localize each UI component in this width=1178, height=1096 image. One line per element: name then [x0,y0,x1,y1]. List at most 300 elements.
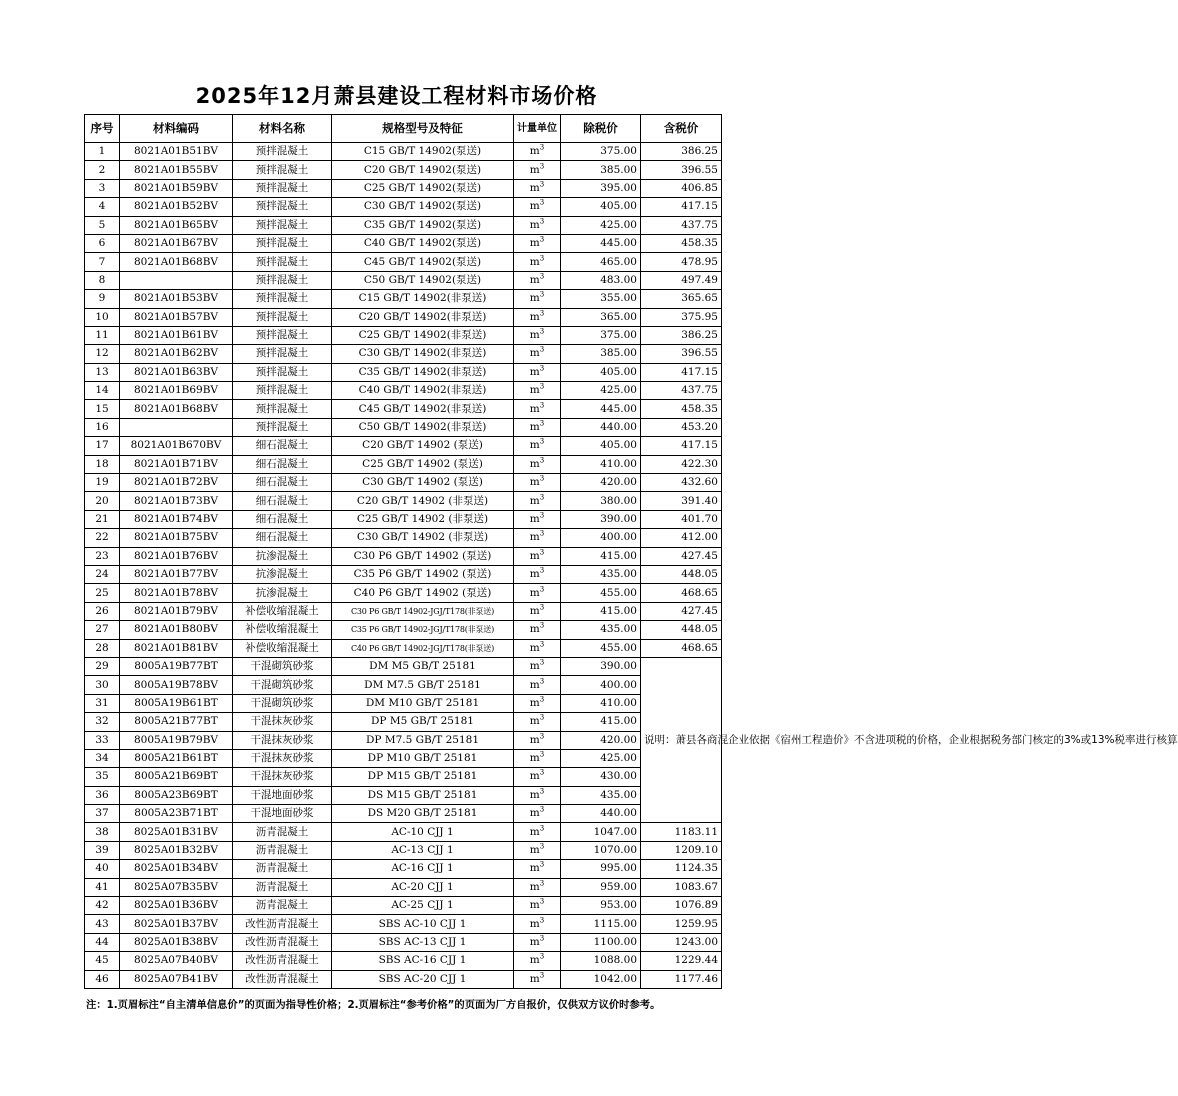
cell-name: 预拌混凝土 [233,216,332,234]
cell-code: 8021A01B53BV [120,290,233,308]
cell-name: 预拌混凝土 [233,198,332,216]
cell-seq: 22 [85,529,120,547]
cell-seq: 18 [85,455,120,473]
unit-base: m [529,604,540,617]
cell-price-inc-tax: 422.30 [641,455,722,473]
table-row [85,474,722,492]
cell-spec: C20 GB/T 14902(泵送) [332,161,514,179]
cell-name: 改性沥青混凝土 [233,952,332,970]
unit-base: m [529,880,540,893]
unit-base: m [529,715,540,728]
cell-unit [514,437,561,455]
table-row [85,179,722,197]
cell-spec: C25 GB/T 14902 (非泵送) [332,510,514,528]
unit-exponent: 3 [539,713,545,722]
cell-price-ex-tax: 400.00 [561,676,641,694]
cell-name: 沥青混凝土 [233,841,332,859]
cell-seq: 25 [85,584,120,602]
cell-unit [514,952,561,970]
cell-spec: DP M5 GB/T 25181 [332,713,514,731]
cell-name: 沥青混凝土 [233,823,332,841]
unit-base: m [529,935,540,948]
unit-exponent: 3 [539,382,545,391]
unit-exponent: 3 [539,254,545,263]
cell-code: 8005A19B78BV [120,676,233,694]
cell-price-ex-tax: 425.00 [561,216,641,234]
unit-exponent: 3 [539,860,545,869]
unit-base: m [529,549,540,562]
unit-exponent: 3 [539,787,545,796]
cell-price-ex-tax: 415.00 [561,547,641,565]
unit-exponent: 3 [539,732,545,741]
table-row [85,602,722,620]
cell-spec: SBS AC-13 CJJ 1 [332,933,514,951]
table-row [85,271,722,289]
cell-seq: 34 [85,749,120,767]
table-row [85,565,722,583]
cell-price-inc-tax: 1243.00 [641,933,722,951]
unit-exponent: 3 [539,529,545,538]
cell-code: 8021A01B78BV [120,584,233,602]
cell-spec: DM M10 GB/T 25181 [332,694,514,712]
mortar-tax-note: 说明：萧县各商混企业依据《宿州工程造价》不含进项税的价格，企业根据税务部门核定的3%或13%税率进行核算 [641,657,722,823]
cell-price-ex-tax: 405.00 [561,363,641,381]
unit-exponent: 3 [539,217,545,226]
cell-name: 预拌混凝土 [233,290,332,308]
cell-spec: C35 P6 GB/T 14902-JGJ/T178(非泵送) [332,621,514,639]
cell-spec: C40 GB/T 14902(非泵送) [332,382,514,400]
unit-base: m [529,696,540,709]
header-code: 材料编码 [120,115,233,143]
unit-base: m [529,513,540,525]
unit-base: m [529,200,540,213]
cell-spec: SBS AC-16 CJJ 1 [332,952,514,970]
cell-seq: 39 [85,841,120,859]
cell-unit [514,970,561,988]
unit-base: m [529,329,540,342]
unit-base: m [529,145,540,158]
cell-price-ex-tax: 455.00 [561,639,641,657]
unit-base: m [529,752,540,765]
unit-base: m [529,218,540,231]
cell-price-inc-tax: 417.15 [641,363,722,381]
table-row [85,713,722,731]
cell-price-inc-tax: 478.95 [641,253,722,271]
unit-exponent: 3 [539,677,545,686]
cell-price-inc-tax: 432.60 [641,474,722,492]
cell-code: 8025A07B40BV [120,952,233,970]
cell-price-inc-tax: 453.20 [641,418,722,436]
cell-code: 8021A01B73BV [120,492,233,510]
cell-spec: DS M20 GB/T 25181 [332,805,514,823]
cell-name: 预拌混凝土 [233,143,332,161]
cell-unit [514,694,561,712]
cell-code: 8021A01B670BV [120,437,233,455]
cell-seq: 41 [85,878,120,896]
table-row [85,897,722,915]
cell-code: 8005A21B69BT [120,768,233,786]
unit-base: m [529,954,540,967]
cell-price-inc-tax: 1259.95 [641,915,722,933]
table-row [85,915,722,933]
unit-base: m [529,402,540,415]
cell-spec: AC-25 CJJ 1 [332,897,514,915]
table-row [85,584,722,602]
header-unit: 计量单位 [514,115,561,143]
cell-code: 8021A01B77BV [120,565,233,583]
cell-price-ex-tax: 465.00 [561,253,641,271]
cell-seq: 35 [85,768,120,786]
cell-seq: 19 [85,474,120,492]
unit-base: m [529,365,540,378]
table-row [85,400,722,418]
cell-unit [514,474,561,492]
unit-exponent: 3 [539,585,545,594]
cell-price-ex-tax: 1070.00 [561,841,641,859]
cell-spec: C45 GB/T 14902(非泵送) [332,400,514,418]
cell-price-inc-tax: 468.65 [641,584,722,602]
cell-spec: C30 P6 GB/T 14902-JGJ/T178(非泵送) [332,602,514,620]
cell-name: 干混抹灰砂浆 [233,713,332,731]
cell-price-ex-tax: 995.00 [561,860,641,878]
cell-seq: 21 [85,510,120,528]
cell-code: 8021A01B57BV [120,308,233,326]
cell-unit [514,933,561,951]
unit-exponent: 3 [539,768,545,777]
cell-name: 补偿收缩混凝土 [233,639,332,657]
cell-price-inc-tax: 448.05 [641,621,722,639]
cell-price-inc-tax: 497.49 [641,271,722,289]
cell-spec: C35 GB/T 14902(非泵送) [332,363,514,381]
cell-seq: 29 [85,657,120,675]
cell-code: 8025A01B38BV [120,933,233,951]
cell-price-inc-tax: 458.35 [641,400,722,418]
header-name: 材料名称 [233,115,332,143]
cell-seq: 8 [85,271,120,289]
cell-unit [514,455,561,473]
table-header-row [85,115,722,143]
cell-spec: C30 GB/T 14902 (泵送) [332,474,514,492]
cell-name: 预拌混凝土 [233,308,332,326]
table-row [85,823,722,841]
unit-exponent: 3 [539,695,545,704]
cell-price-ex-tax: 395.00 [561,179,641,197]
cell-price-ex-tax: 375.00 [561,326,641,344]
cell-code: 8021A01B65BV [120,216,233,234]
cell-code: 8025A01B34BV [120,860,233,878]
cell-price-ex-tax: 1047.00 [561,823,641,841]
header-spec: 规格型号及特征 [332,115,514,143]
cell-price-ex-tax: 440.00 [561,805,641,823]
unit-base: m [529,163,540,176]
cell-code: 8005A23B71BT [120,805,233,823]
cell-name: 预拌混凝土 [233,271,332,289]
cell-code [120,271,233,289]
cell-name: 沥青混凝土 [233,878,332,896]
cell-price-ex-tax: 405.00 [561,437,641,455]
cell-spec: C50 GB/T 14902(非泵送) [332,418,514,436]
unit-base: m [529,862,540,875]
cell-name: 改性沥青混凝土 [233,915,332,933]
cell-spec: C40 P6 GB/T 14902-JGJ/T178(非泵送) [332,639,514,657]
unit-base: m [529,623,540,636]
cell-spec: C30 GB/T 14902(泵送) [332,198,514,216]
table-row [85,363,722,381]
unit-base: m [529,273,540,286]
unit-base: m [529,384,540,397]
cell-seq: 3 [85,179,120,197]
cell-code: 8021A01B55BV [120,161,233,179]
cell-unit [514,878,561,896]
cell-code: 8021A01B62BV [120,345,233,363]
unit-exponent: 3 [539,198,545,207]
unit-exponent: 3 [539,842,545,851]
cell-price-inc-tax: 427.45 [641,547,722,565]
table-row [85,290,722,308]
table-row [85,418,722,436]
unit-base: m [529,788,540,801]
cell-seq: 7 [85,253,120,271]
cell-price-ex-tax: 435.00 [561,621,641,639]
table-row [85,529,722,547]
cell-spec: C35 P6 GB/T 14902 (泵送) [332,565,514,583]
unit-base: m [529,439,540,452]
unit-exponent: 3 [539,548,545,557]
header-seq: 序号 [85,115,120,143]
cell-price-ex-tax: 1042.00 [561,970,641,988]
cell-price-ex-tax: 415.00 [561,713,641,731]
cell-seq: 28 [85,639,120,657]
cell-seq: 31 [85,694,120,712]
cell-name: 细石混凝土 [233,437,332,455]
unit-base: m [529,844,540,857]
cell-spec: C40 P6 GB/T 14902 (泵送) [332,584,514,602]
cell-price-inc-tax: 365.65 [641,290,722,308]
cell-unit [514,161,561,179]
cell-seq: 43 [85,915,120,933]
cell-seq: 9 [85,290,120,308]
table-row [85,676,722,694]
cell-unit [514,290,561,308]
cell-seq: 15 [85,400,120,418]
cell-seq: 38 [85,823,120,841]
cell-price-inc-tax: 1124.35 [641,860,722,878]
cell-spec: DP M15 GB/T 25181 [332,768,514,786]
cell-seq: 11 [85,326,120,344]
cell-name: 预拌混凝土 [233,326,332,344]
cell-seq: 45 [85,952,120,970]
cell-name: 预拌混凝土 [233,234,332,252]
cell-code: 8025A07B41BV [120,970,233,988]
table-row [85,492,722,510]
cell-code: 8005A19B61BT [120,694,233,712]
unit-base: m [529,660,540,673]
cell-seq: 27 [85,621,120,639]
cell-price-inc-tax: 427.45 [641,602,722,620]
table-row [85,694,722,712]
cell-unit [514,198,561,216]
cell-seq: 20 [85,492,120,510]
cell-unit [514,363,561,381]
cell-code: 8025A01B36BV [120,897,233,915]
table-row [85,639,722,657]
cell-price-ex-tax: 483.00 [561,271,641,289]
cell-seq: 40 [85,860,120,878]
cell-seq: 30 [85,676,120,694]
cell-price-ex-tax: 959.00 [561,878,641,896]
cell-spec: DP M7.5 GB/T 25181 [332,731,514,749]
unit-base: m [529,733,540,746]
cell-name: 干混地面砂浆 [233,786,332,804]
table-row [85,841,722,859]
cell-code: 8025A01B31BV [120,823,233,841]
unit-exponent: 3 [539,345,545,354]
cell-code: 8021A01B72BV [120,474,233,492]
cell-spec: C50 GB/T 14902(泵送) [332,271,514,289]
cell-seq: 4 [85,198,120,216]
cell-unit [514,713,561,731]
cell-code: 8021A01B79BV [120,602,233,620]
unit-base: m [529,292,540,305]
cell-price-inc-tax: 386.25 [641,326,722,344]
unit-base: m [529,568,540,581]
cell-price-inc-tax: 1076.89 [641,897,722,915]
cell-seq: 6 [85,234,120,252]
cell-unit [514,326,561,344]
cell-price-ex-tax: 425.00 [561,749,641,767]
cell-price-ex-tax: 400.00 [561,529,641,547]
cell-seq: 33 [85,731,120,749]
unit-exponent: 3 [539,879,545,888]
unit-exponent: 3 [539,327,545,336]
cell-code: 8021A01B67BV [120,234,233,252]
unit-base: m [529,494,540,507]
unit-exponent: 3 [539,474,545,483]
unit-base: m [529,678,540,691]
cell-code: 8005A23B69BT [120,786,233,804]
unit-exponent: 3 [539,162,545,171]
cell-price-ex-tax: 445.00 [561,400,641,418]
unit-exponent: 3 [539,511,545,520]
cell-spec: C40 GB/T 14902(泵送) [332,234,514,252]
cell-price-ex-tax: 1088.00 [561,952,641,970]
cell-spec: C25 GB/T 14902 (泵送) [332,455,514,473]
table-row [85,878,722,896]
table-row [85,161,722,179]
cell-seq: 32 [85,713,120,731]
cell-code: 8021A01B59BV [120,179,233,197]
cell-code: 8005A19B77BT [120,657,233,675]
unit-exponent: 3 [539,640,545,649]
cell-code: 8025A01B32BV [120,841,233,859]
cell-price-ex-tax: 435.00 [561,786,641,804]
unit-base: m [529,531,540,544]
table-row [85,952,722,970]
cell-unit [514,805,561,823]
footnote: 注：1.页眉标注“自主清单信息价”的页面为指导性价格；2.页眉标注“参考价格”的页面为厂方自报价，仅供双方议价时参考。 [86,999,661,1011]
unit-base: m [529,237,540,250]
table-row [85,234,722,252]
cell-name: 干混抹灰砂浆 [233,731,332,749]
cell-name: 干混砌筑砂浆 [233,676,332,694]
cell-code: 8021A01B68BV [120,400,233,418]
cell-unit [514,253,561,271]
cell-price-inc-tax: 1183.11 [641,823,722,841]
cell-seq: 12 [85,345,120,363]
cell-spec: SBS AC-10 CJJ 1 [332,915,514,933]
cell-spec: C15 GB/T 14902(泵送) [332,143,514,161]
cell-code: 8021A01B52BV [120,198,233,216]
cell-code: 8021A01B76BV [120,547,233,565]
cell-price-ex-tax: 1100.00 [561,933,641,951]
cell-name: 细石混凝土 [233,492,332,510]
unit-exponent: 3 [539,493,545,502]
unit-exponent: 3 [539,180,545,189]
cell-unit [514,510,561,528]
cell-name: 干混抹灰砂浆 [233,749,332,767]
unit-base: m [529,181,540,194]
cell-price-ex-tax: 390.00 [561,510,641,528]
unit-base: m [529,421,540,434]
cell-price-ex-tax: 385.00 [561,345,641,363]
cell-unit [514,621,561,639]
cell-price-ex-tax: 420.00 [561,731,641,749]
cell-seq: 1 [85,143,120,161]
cell-price-inc-tax: 396.55 [641,345,722,363]
cell-unit [514,786,561,804]
cell-spec: DM M5 GB/T 25181 [332,657,514,675]
cell-price-ex-tax: 380.00 [561,492,641,510]
cell-name: 补偿收缩混凝土 [233,621,332,639]
table-row [85,198,722,216]
cell-unit [514,731,561,749]
cell-name: 预拌混凝土 [233,253,332,271]
cell-unit [514,216,561,234]
unit-exponent: 3 [539,603,545,612]
cell-unit [514,492,561,510]
table-row [85,308,722,326]
cell-price-inc-tax: 391.40 [641,492,722,510]
cell-unit [514,639,561,657]
cell-name: 预拌混凝土 [233,345,332,363]
cell-price-inc-tax: 396.55 [641,161,722,179]
cell-name: 预拌混凝土 [233,161,332,179]
cell-price-ex-tax: 1115.00 [561,915,641,933]
cell-price-inc-tax: 448.05 [641,565,722,583]
cell-price-ex-tax: 435.00 [561,565,641,583]
cell-price-inc-tax: 386.25 [641,143,722,161]
table-row [85,805,722,823]
unit-exponent: 3 [539,621,545,630]
table-row [85,731,722,749]
table-row [85,510,722,528]
cell-code: 8021A01B80BV [120,621,233,639]
cell-name: 预拌混凝土 [233,363,332,381]
cell-name: 预拌混凝土 [233,418,332,436]
cell-name: 干混地面砂浆 [233,805,332,823]
cell-code: 8021A01B68BV [120,253,233,271]
cell-price-inc-tax: 437.75 [641,382,722,400]
cell-unit [514,234,561,252]
cell-code: 8021A01B71BV [120,455,233,473]
cell-spec: C30 GB/T 14902(非泵送) [332,345,514,363]
cell-seq: 5 [85,216,120,234]
table-row [85,860,722,878]
cell-spec: AC-20 CJJ 1 [332,878,514,896]
cell-price-ex-tax: 415.00 [561,602,641,620]
cell-unit [514,382,561,400]
cell-unit [514,768,561,786]
